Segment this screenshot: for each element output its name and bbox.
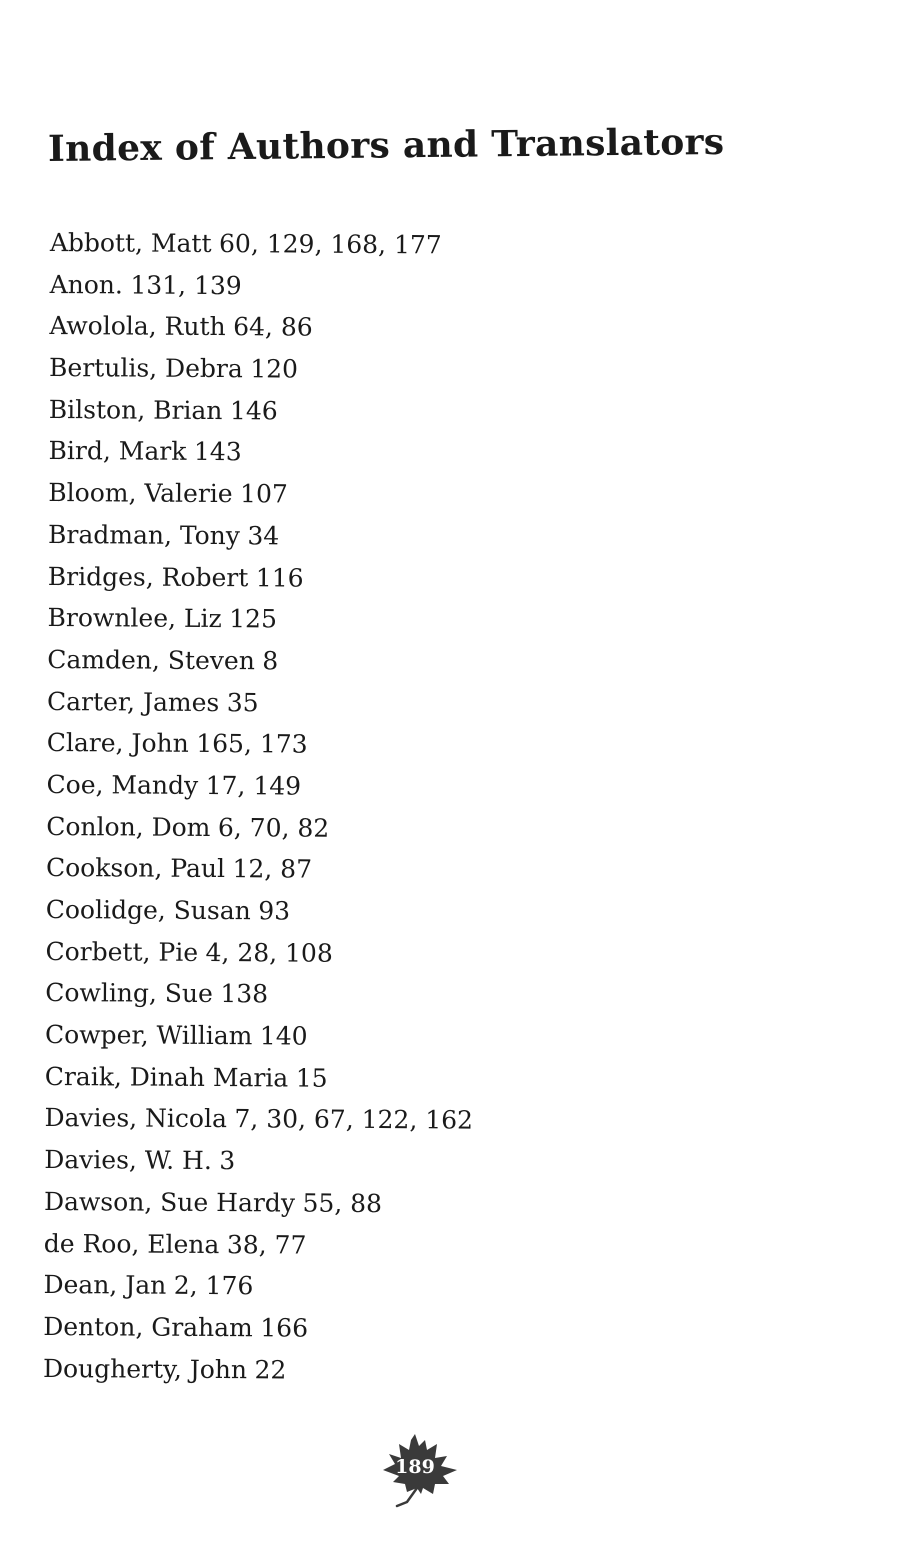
page-references: 143: [193, 437, 242, 467]
index-entry: [45, 972, 474, 1016]
index-entry: [48, 514, 477, 558]
author-name: de Roo, Elena: [43, 1228, 220, 1259]
index-entry: [48, 430, 477, 474]
index-entry: [49, 264, 478, 308]
author-name: Anon.: [49, 269, 123, 300]
index-entry: [46, 889, 475, 933]
author-name: Bradman, Tony: [48, 519, 241, 550]
page-references: 8: [262, 646, 279, 676]
index-entry: [49, 389, 478, 433]
index-entry: [43, 1348, 472, 1392]
author-name: Coe, Mandy: [46, 769, 199, 800]
page-references: 55, 88: [302, 1188, 383, 1218]
author-name: Cookson, Paul: [45, 853, 226, 884]
author-name: Cowling, Sue: [45, 978, 213, 1009]
index-entry: [44, 1139, 473, 1183]
index-entry: [47, 722, 476, 766]
index-entry: [45, 1056, 474, 1100]
page-references: 120: [250, 354, 299, 384]
page-references: 107: [240, 479, 288, 509]
index-entry: [47, 681, 476, 725]
index-entry: [48, 555, 477, 599]
author-name: Dean, Jan: [43, 1270, 167, 1300]
page-references: 12, 87: [232, 854, 313, 884]
author-name: Camden, Steven: [47, 644, 255, 676]
index-entry: [49, 347, 478, 391]
author-name: Dougherty, John: [42, 1353, 248, 1384]
page-references: 125: [229, 604, 278, 634]
index-entry: [47, 639, 476, 683]
page-references: 17, 149: [205, 770, 302, 801]
page-references: 166: [260, 1313, 309, 1343]
index-entry: [49, 305, 478, 349]
index-entry: [50, 222, 479, 266]
page-references: 3: [219, 1146, 236, 1176]
index-entry: [43, 1264, 472, 1308]
index-entry: [46, 847, 475, 891]
author-name: Cowper, William: [44, 1020, 253, 1051]
author-name: Clare, John: [46, 728, 189, 759]
index-entry: [46, 764, 475, 808]
author-name: Davies, Nicola: [44, 1103, 228, 1134]
author-name: Davies, W. H.: [44, 1145, 212, 1176]
author-name: Dawson, Sue Hardy: [43, 1186, 296, 1218]
index-entry: [48, 472, 477, 516]
page-references: 138: [220, 979, 269, 1009]
index-entry: [44, 1222, 473, 1266]
index-entry: [46, 806, 475, 850]
author-name: Corbett, Pie: [45, 936, 199, 967]
page-references: 116: [255, 562, 304, 593]
page-references: 35: [226, 687, 259, 717]
page-number: 189: [395, 1456, 435, 1478]
page-references: 140: [259, 1021, 308, 1051]
author-name: Coolidge, Susan: [45, 894, 251, 926]
page-references: 38, 77: [226, 1229, 307, 1260]
index-entry: [45, 931, 474, 975]
page-folio: [377, 1432, 461, 1508]
author-name: Bilston, Brian: [48, 394, 223, 425]
index-entry: [44, 1181, 473, 1225]
page-title: Index of Authors and Translators: [47, 120, 725, 170]
page-references: 34: [247, 521, 280, 551]
page-references: 2, 176: [173, 1270, 254, 1301]
author-name: Bridges, Robert: [47, 561, 249, 592]
author-name: Carter, James: [46, 686, 220, 717]
author-name: Abbott, Matt: [49, 227, 212, 258]
page-references: 6, 70, 82: [217, 812, 330, 843]
index-entry: [47, 597, 476, 641]
index-entry: [45, 1014, 474, 1058]
page-references: 60, 129, 168, 177: [218, 229, 442, 260]
page-references: 4, 28, 108: [205, 937, 333, 968]
page-references: 64, 86: [233, 312, 313, 342]
author-index-list: [43, 222, 479, 1392]
author-name: Awolola, Ruth: [49, 311, 226, 342]
page-references: 15: [295, 1063, 328, 1093]
index-entry: [43, 1306, 472, 1350]
author-name: Brownlee, Liz: [47, 603, 222, 634]
author-name: Denton, Graham: [43, 1311, 253, 1343]
page-references: 146: [229, 395, 278, 426]
author-name: Bertulis, Debra: [49, 353, 243, 384]
author-name: Bird, Mark: [48, 436, 187, 467]
index-entry: [44, 1097, 473, 1141]
author-name: Craik, Dinah Maria: [44, 1061, 289, 1093]
page-references: 93: [258, 896, 291, 926]
page-references: 22: [254, 1354, 287, 1385]
page-references: 131, 139: [130, 270, 242, 300]
author-name: Conlon, Dom: [46, 811, 211, 842]
page-references: 165, 173: [196, 729, 308, 759]
page-references: 7, 30, 67, 122, 162: [234, 1104, 474, 1136]
author-name: Bloom, Valerie: [48, 478, 233, 509]
